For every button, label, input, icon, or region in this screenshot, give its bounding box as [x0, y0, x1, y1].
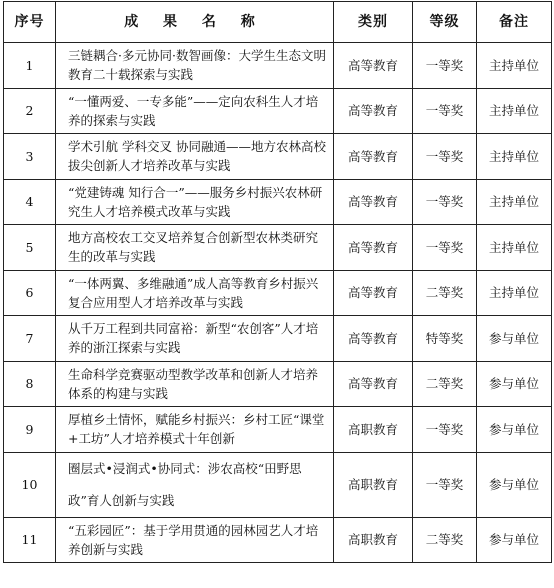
row-note: 主持单位 — [477, 134, 552, 180]
row-note: 参与单位 — [477, 407, 552, 453]
table-row — [4, 225, 552, 271]
row-level: 一等奖 — [413, 225, 477, 271]
row-no: 3 — [4, 134, 56, 180]
table-row — [4, 517, 552, 563]
table-row — [4, 361, 552, 407]
row-name: 从千万工程到共同富裕：新型“农创客”人才培养的浙江探索与实践 — [56, 316, 334, 362]
row-level: 二等奖 — [413, 517, 477, 563]
row-level: 特等奖 — [413, 316, 477, 362]
row-level: 二等奖 — [413, 361, 477, 407]
row-name: 学术引航 学科交叉 协同融通——地方农林高校拔尖创新人才培养改革与实践 — [56, 134, 334, 180]
row-no: 2 — [4, 88, 56, 134]
row-note: 主持单位 — [477, 270, 552, 316]
row-note: 参与单位 — [477, 452, 552, 517]
row-name: 生命科学竞赛驱动型教学改革和创新人才培养体系的构建与实践 — [56, 361, 334, 407]
header-name: 成 果 名 称 — [56, 2, 334, 43]
table-row — [4, 452, 552, 517]
row-level: 一等奖 — [413, 179, 477, 225]
table-row — [4, 407, 552, 453]
row-level: 一等奖 — [413, 88, 477, 134]
row-category: 高等教育 — [334, 225, 413, 271]
table-row — [4, 134, 552, 180]
row-name: “一懂两爱、一专多能”——定向农科生人才培养的探索与实践 — [56, 88, 334, 134]
row-category: 高等教育 — [334, 43, 413, 89]
row-no: 5 — [4, 225, 56, 271]
row-name: 三链耦合·多元协同·数智画像：大学生生态文明教育二十载探索与实践 — [56, 43, 334, 89]
row-name: 厚植乡土情怀，赋能乡村振兴：乡村工匠“课堂+工坊”人才培养模式十年创新 — [56, 407, 334, 453]
table-row — [4, 316, 552, 362]
row-note: 主持单位 — [477, 179, 552, 225]
row-note: 参与单位 — [477, 517, 552, 563]
row-category: 高等教育 — [334, 88, 413, 134]
header-row — [4, 2, 552, 43]
row-category: 高等教育 — [334, 316, 413, 362]
row-name: “党建铸魂 知行合一”——服务乡村振兴农林研究生人才培养模式改革与实践 — [56, 179, 334, 225]
row-no: 1 — [4, 43, 56, 89]
row-level: 一等奖 — [413, 407, 477, 453]
row-no: 8 — [4, 361, 56, 407]
row-category: 高职教育 — [334, 517, 413, 563]
header-level: 等级 — [413, 2, 477, 43]
header-no: 序号 — [4, 2, 56, 43]
row-name: “五彩园匠”：基于学用贯通的园林园艺人才培养创新与实践 — [56, 517, 334, 563]
header-category: 类别 — [334, 2, 413, 43]
awards-table — [3, 1, 552, 563]
row-name: 圈层式•浸润式•协同式：涉农高校“田野思政”育人创新与实践 — [56, 452, 334, 517]
row-note: 参与单位 — [477, 361, 552, 407]
row-level: 一等奖 — [413, 43, 477, 89]
row-category: 高等教育 — [334, 361, 413, 407]
row-level: 一等奖 — [413, 452, 477, 517]
row-note: 主持单位 — [477, 225, 552, 271]
row-category: 高等教育 — [334, 134, 413, 180]
row-category: 高职教育 — [334, 407, 413, 453]
row-name: 地方高校农工交叉培养复合创新型农林类研究生的改革与实践 — [56, 225, 334, 271]
row-note: 参与单位 — [477, 316, 552, 362]
header-note: 备注 — [477, 2, 552, 43]
row-no: 6 — [4, 270, 56, 316]
row-level: 一等奖 — [413, 134, 477, 180]
table-row — [4, 43, 552, 89]
row-no: 11 — [4, 517, 56, 563]
table-row — [4, 179, 552, 225]
row-category: 高职教育 — [334, 452, 413, 517]
row-note: 主持单位 — [477, 88, 552, 134]
row-no: 7 — [4, 316, 56, 362]
row-level: 二等奖 — [413, 270, 477, 316]
table-row — [4, 270, 552, 316]
row-category: 高等教育 — [334, 179, 413, 225]
row-no: 4 — [4, 179, 56, 225]
row-no: 10 — [4, 452, 56, 517]
row-no: 9 — [4, 407, 56, 453]
row-category: 高等教育 — [334, 270, 413, 316]
row-name: “一体两翼、多维融通”成人高等教育乡村振兴复合应用型人才培养改革与实践 — [56, 270, 334, 316]
row-note: 主持单位 — [477, 43, 552, 89]
table-row — [4, 88, 552, 134]
